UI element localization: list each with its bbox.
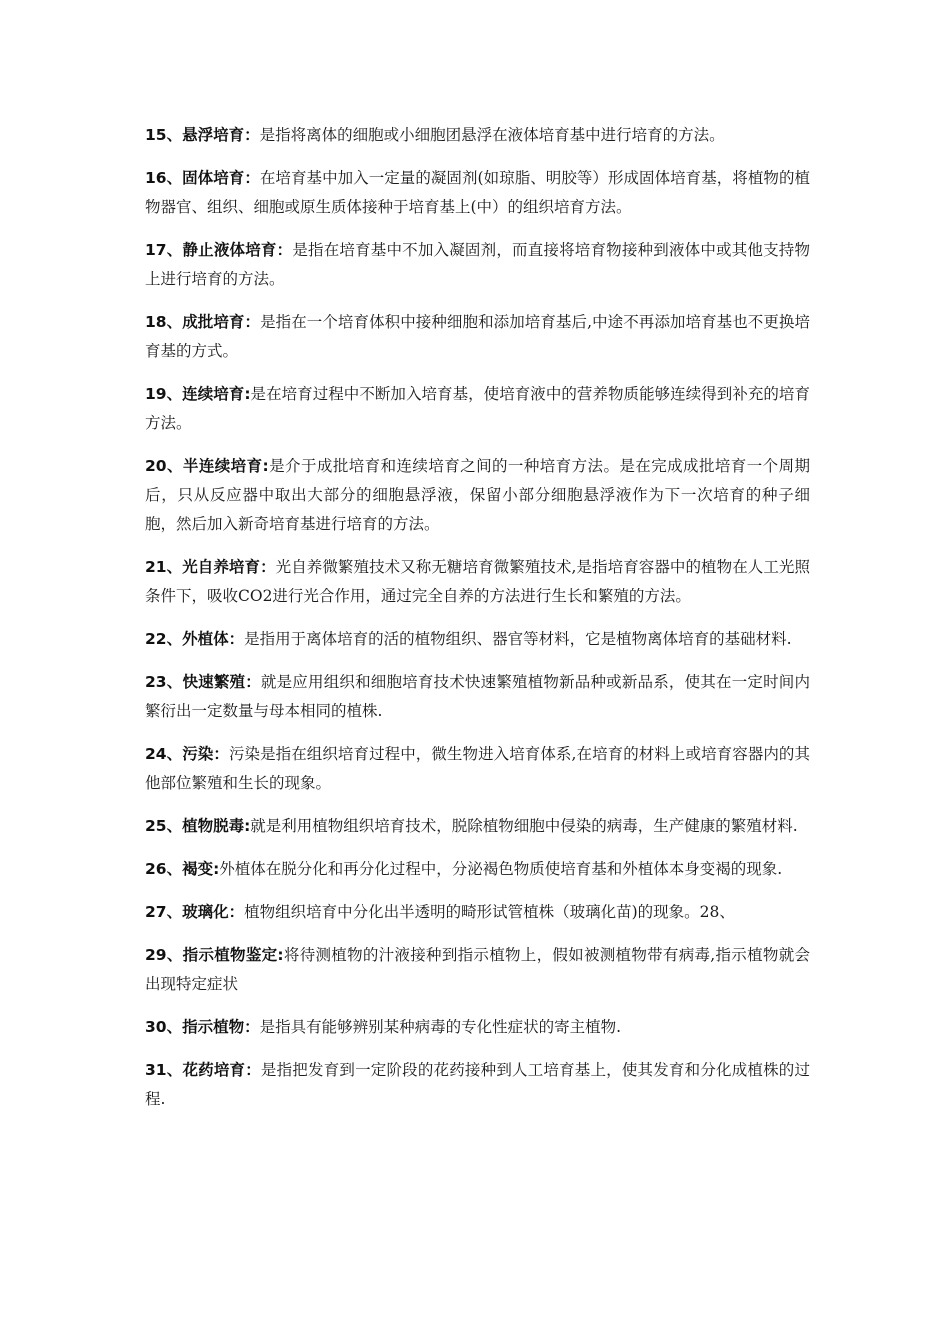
entry-term: 30、指示植物： xyxy=(145,1018,260,1036)
glossary-entry-17 xyxy=(145,236,810,294)
entry-text: 就是利用植物组织培育技术，脱除植物细胞中侵染的病毒，生产健康的繁殖材料. xyxy=(250,817,798,835)
glossary-entry-23 xyxy=(145,668,810,726)
entry-term: 26、褐变: xyxy=(145,860,220,878)
entry-term: 29、指示植物鉴定: xyxy=(145,946,284,964)
entry-term: 16、固体培育： xyxy=(145,169,260,187)
entry-text: 是指把发育到一定阶段的花药接种到人工培育基上，使其发育和分化成植株的过程. xyxy=(145,1061,810,1108)
glossary-entry-27 xyxy=(145,898,810,927)
glossary-entry-31 xyxy=(145,1056,810,1114)
entry-text: 就是应用组织和细胞培育技术快速繁殖植物新品种或新品系，使其在一定时间内繁衍出一定数量与母本相同的植株. xyxy=(145,673,810,720)
glossary-entry-15 xyxy=(145,121,810,150)
glossary-entry-29 xyxy=(145,941,810,999)
entry-term: 18、成批培育： xyxy=(145,313,261,331)
entry-text: 污染是指在组织培育过程中，微生物进入培育体系,在培育的材料上或培育容器内的其他部位繁殖和生长的现象。 xyxy=(145,745,810,792)
entry-term: 21、光自养培育： xyxy=(145,558,276,576)
entry-text: 光自养微繁殖技术又称无糖培育微繁殖技术,是指培育容器中的植物在人工光照条件下，吸收CO2进行光合作用，通过完全自养的方法进行生长和繁殖的方法。 xyxy=(145,558,810,605)
entry-text: 是介于成批培育和连续培育之间的一种培育方法。是在完成成批培育一个周期后，只从反应器中取出大部分的细胞悬浮液，保留小部分细胞悬浮液作为下一次培育的种子细胞，然后加入新奇培育基进行培育的方法。 xyxy=(145,457,810,533)
entry-text: 植物组织培育中分化出半透明的畸形试管植株（玻璃化苗)的现象。28、 xyxy=(244,903,735,921)
entry-term: 22、外植体： xyxy=(145,630,245,648)
entry-term: 23、快速繁殖： xyxy=(145,673,261,691)
entry-text: 外植体在脱分化和再分化过程中，分泌褐色物质使培育基和外植体本身变褐的现象. xyxy=(219,860,783,878)
entry-term: 27、玻璃化： xyxy=(145,903,245,921)
glossary-entry-18 xyxy=(145,308,810,366)
entry-term: 17、静止液体培育： xyxy=(145,241,293,259)
glossary-entry-26 xyxy=(145,855,810,884)
entry-text: 是指用于离体培育的活的植物组织、器官等材料，它是植物离体培育的基础材料. xyxy=(244,630,792,648)
entry-text: 是在培育过程中不断加入培育基，使培育液中的营养物质能够连续得到补充的培育方法。 xyxy=(145,385,810,432)
glossary-entry-19 xyxy=(145,380,810,438)
entry-text: 是指在培育基中不加入凝固剂，而直接将培育物接种到液体中或其他支持物上进行培育的方法。 xyxy=(145,241,810,288)
glossary-entry-22 xyxy=(145,625,810,654)
glossary-entry-21 xyxy=(145,553,810,611)
entry-text: 将待测植物的汁液接种到指示植物上，假如被测植物带有病毒,指示植物就会出现特定症状 xyxy=(145,946,810,993)
entry-term: 20、半连续培育: xyxy=(145,457,269,475)
glossary-entry-25 xyxy=(145,812,810,841)
entry-term: 15、悬浮培育： xyxy=(145,126,260,144)
entry-term: 24、污染： xyxy=(145,745,229,763)
glossary-entry-24 xyxy=(145,740,810,798)
glossary-list xyxy=(145,121,810,1128)
entry-text: 是指在一个培育体积中接种细胞和添加培育基后,中途不再添加培育基也不更换培育基的方式。 xyxy=(145,313,810,360)
entry-term: 31、花药培育： xyxy=(145,1061,261,1079)
glossary-entry-20 xyxy=(145,452,810,539)
glossary-entry-30 xyxy=(145,1013,810,1042)
entry-text: 是指具有能够辨别某种病毒的专化性症状的寄主植物. xyxy=(259,1018,622,1036)
entry-term: 25、植物脱毒: xyxy=(145,817,251,835)
entry-text: 是指将离体的细胞或小细胞团悬浮在液体培育基中进行培育的方法。 xyxy=(259,126,725,144)
entry-term: 19、连续培育: xyxy=(145,385,251,403)
entry-text: 在培育基中加入一定量的凝固剂(如琼脂、明胶等）形成固体培育基，将植物的植物器官、组织、细胞或原生质体接种于培育基上(中）的组织培育方法。 xyxy=(145,169,810,216)
glossary-entry-16 xyxy=(145,164,810,222)
